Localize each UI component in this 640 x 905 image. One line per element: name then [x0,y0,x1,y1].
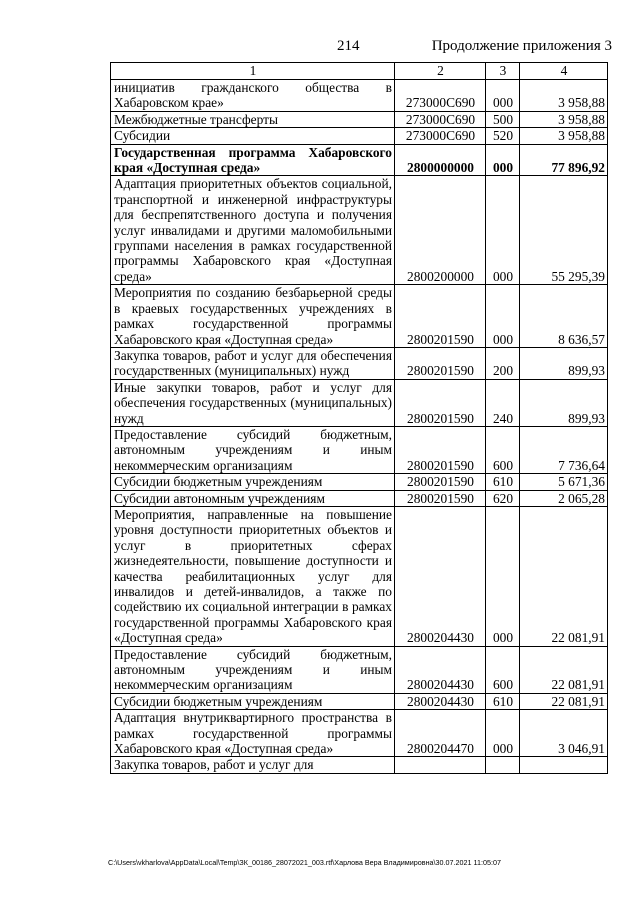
table-body [111,80,608,774]
row-code: 2800201590 [395,285,486,348]
continuation-label: Продолжение приложения 3 [431,38,612,54]
row-type: 000 [486,144,520,176]
row-code: 2800200000 [395,176,486,285]
row-type [486,757,520,773]
row-code: 273000С690 [395,111,486,127]
row-name: Межбюджетные трансферты [111,111,395,127]
row-type: 520 [486,128,520,144]
row-name: Предоставление субсидий бюджетным, автономным учреждениям и иным некоммерческим организациям [111,646,395,693]
table-row [111,80,608,112]
table-row [111,757,608,773]
row-amount: 5 671,36 [520,474,608,490]
row-code: 2800201590 [395,379,486,426]
row-code: 2800201590 [395,490,486,506]
table-row [111,710,608,757]
row-type: 000 [486,285,520,348]
row-amount: 2 065,28 [520,490,608,506]
table-row [111,646,608,693]
column-number-1: 1 [111,63,395,80]
row-amount: 3 046,91 [520,710,608,757]
row-type: 240 [486,379,520,426]
row-name: Адаптация внутриквартирного пространства в рамках государственной программы Хабаровского края «Доступная среда» [111,710,395,757]
row-amount: 7 736,64 [520,426,608,473]
row-name: инициатив гражданского общества в Хабаровском крае» [111,80,395,112]
row-type: 600 [486,426,520,473]
table-row [111,506,608,646]
row-name: Иные закупки товаров, работ и услуг для обеспечения государственных (муниципальных) нужд [111,379,395,426]
table-row [111,285,608,348]
row-type: 620 [486,490,520,506]
row-code: 2800201590 [395,426,486,473]
row-type: 610 [486,693,520,709]
row-code: 273000С690 [395,128,486,144]
table-row [111,693,608,709]
page-number: 214 [337,38,360,54]
row-name: Закупка товаров, работ и услуг для обеспечения государственных (муниципальных) нужд [111,347,395,379]
row-code: 2800000000 [395,144,486,176]
row-name: Субсидии автономным учреждениям [111,490,395,506]
row-name: Мероприятия, направленные на повышение уровня доступности приоритетных объектов и услуг в приоритетных сферах жизнедеятельности, повышение доступности и качества реабилитационных услуг для инвалидов и детей-инвалидов, а также по содействию их социальной интеграции в рамках государственной программы Хабаровского края «Доступная среда» [111,506,395,646]
row-name: Предоставление субсидий бюджетным, автономным учреждениям и иным некоммерческим организациям [111,426,395,473]
row-type: 610 [486,474,520,490]
row-name: Государственная программа Хабаровского края «Доступная среда» [111,144,395,176]
column-number-3: 3 [486,63,520,80]
row-amount: 22 081,91 [520,693,608,709]
column-number-4: 4 [520,63,608,80]
row-name: Адаптация приоритетных объектов социальной, транспортной и инженерной инфраструктуры для беспрепятственного доступа и получения услуг инвалидами и другими маломобильными группами населения в рамках государственной программы Хабаровского края «Доступная среда» [111,176,395,285]
row-type: 600 [486,646,520,693]
table-row [111,490,608,506]
table-row [111,144,608,176]
row-amount: 899,93 [520,347,608,379]
row-code: 2800204430 [395,506,486,646]
row-name: Субсидии бюджетным учреждениям [111,693,395,709]
table-row [111,379,608,426]
row-type: 000 [486,710,520,757]
row-code [395,757,486,773]
table-row [111,474,608,490]
row-type: 200 [486,347,520,379]
budget-table [110,62,608,774]
column-number-row [111,63,608,80]
row-amount: 22 081,91 [520,646,608,693]
table-row [111,111,608,127]
footer-file-path: C:\Users\vkharlova\AppData\Local\Temp\ЗК_00186_28072021_003.rtf\Харлова Вера Владимировна\30.07.2021 11:05:07 [108,858,501,867]
table-header [111,63,608,80]
table-row [111,176,608,285]
row-amount: 3 958,88 [520,111,608,127]
row-code: 2800204430 [395,693,486,709]
row-name: Субсидии [111,128,395,144]
row-type: 000 [486,506,520,646]
row-type: 500 [486,111,520,127]
column-number-2: 2 [395,63,486,80]
row-amount: 22 081,91 [520,506,608,646]
row-name: Субсидии бюджетным учреждениям [111,474,395,490]
row-amount: 8 636,57 [520,285,608,348]
row-name: Закупка товаров, работ и услуг для [111,757,395,773]
row-amount: 899,93 [520,379,608,426]
row-code: 2800201590 [395,347,486,379]
table-row [111,128,608,144]
row-name: Мероприятия по созданию безбарьерной среды в краевых государственных учреждениях в рамках государственной программы Хабаровского края «Доступная среда» [111,285,395,348]
table-row [111,347,608,379]
row-amount: 3 958,88 [520,128,608,144]
row-amount [520,757,608,773]
row-amount: 77 896,92 [520,144,608,176]
row-code: 273000С690 [395,80,486,112]
row-amount: 55 295,39 [520,176,608,285]
row-code: 2800204470 [395,710,486,757]
row-code: 2800204430 [395,646,486,693]
row-amount: 3 958,88 [520,80,608,112]
row-type: 000 [486,176,520,285]
table-row [111,426,608,473]
row-code: 2800201590 [395,474,486,490]
row-type: 000 [486,80,520,112]
